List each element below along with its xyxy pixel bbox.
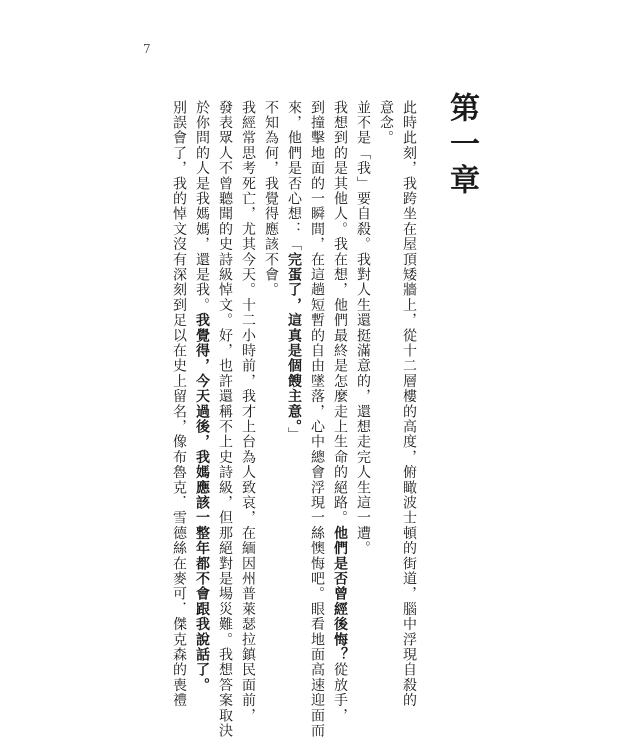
bold-text-segment: 我覺得，今天過後，我媽應該一整年都不會跟我說話了。 (194, 312, 210, 693)
text-segment: 意念。 (378, 100, 394, 146)
text-segment: 」 (286, 427, 302, 443)
text-segment: 此時此刻，我跨坐在屋頂矮牆上，從十二層樓的高度，俯瞰波士頓的街道，腦中浮現自殺的 (401, 100, 417, 708)
text-line (213, 100, 236, 738)
text-line (397, 100, 420, 708)
bold-text-segment: 完蛋了，這真是個餿主意。 (286, 252, 302, 428)
text-segment: 我經常思考死亡，尤其今天。十二小時前，我才上台為人致哀，在緬因州普萊瑟拉鎮民面前， (240, 100, 256, 724)
bold-text-segment: 他們是否曾經後悔？ (332, 525, 348, 663)
text-line (328, 100, 351, 724)
chapter-title: 第一章 (444, 92, 479, 200)
text-line (374, 100, 397, 570)
text-line (236, 100, 259, 724)
text-line (351, 100, 374, 570)
text-line (167, 100, 190, 708)
page-number: 7 (143, 42, 151, 56)
text-segment: 我想到的是其他人。我在想，他們最終是怎麼走上生命的絕路。 (332, 100, 348, 526)
text-segment: 到撞擊地面的一瞬間，在這趟短暫的自由墜落，心中總會浮現一絲懊悔吧。眼看地面高速迎面而 (309, 100, 325, 738)
text-line (305, 100, 328, 738)
text-segment: 發表眾人不曾聽聞的史詩級悼文。好，也許還稱不上史詩級，但那絕對是場災難。我想答案取決 (217, 100, 233, 738)
body-text (167, 100, 420, 738)
text-line (190, 100, 213, 693)
text-segment: 不知為何，我覺得應該不會。 (263, 100, 279, 298)
text-segment: 於你問的人是我媽媽，還是我。 (194, 100, 210, 313)
text-segment: 從放手， (332, 662, 348, 724)
text-segment: 來，他們是否心想：「 (286, 100, 302, 252)
text-segment: 別誤會了，我的悼文沒有深刻到足以在史上留名，像布魯克．雪德絲在麥可．傑克森的喪禮 (171, 100, 187, 708)
text-segment: 並不是「我」要自殺。我對人生還挺滿意的，還想走完人生這一遭。 (355, 100, 371, 556)
text-line (259, 100, 282, 570)
text-line (282, 100, 305, 570)
